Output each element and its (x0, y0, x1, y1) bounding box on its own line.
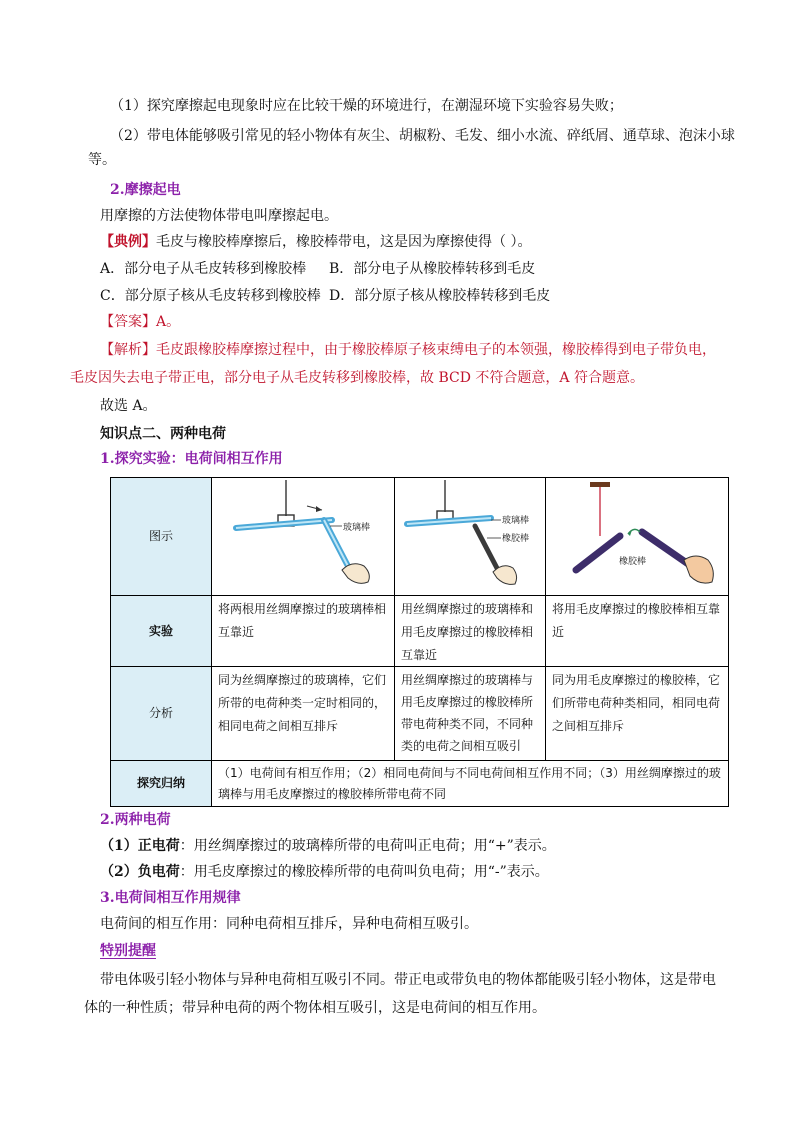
intro-point-2: （2）带电体能够吸引常见的轻小物体有灰尘、胡椒粉、毛发、细小水流、碎纸屑、通草球、泡沫小球 (110, 128, 735, 144)
special-note-heading: 特别提醒 (100, 943, 156, 959)
figure-rubber-rubber (545, 477, 729, 596)
experiment-cell-3: 将用毛皮摩擦过的橡胶棒相互靠近 (545, 595, 729, 667)
row-label-image: 图示 (110, 477, 212, 596)
example-tag: 【典例】 (100, 234, 156, 250)
negative-charge-label: （2）负电荷 (100, 864, 180, 880)
row-label-experiment: 实验 (110, 595, 212, 667)
positive-charge-text: ：用丝绸摩擦过的玻璃棒所带的电荷叫正电荷；用“+”表示。 (179, 838, 556, 854)
analysis-line-2: 毛皮因失去电子带正电，部分电子从毛皮转移到橡胶棒，故 BCD 不符合题意，A 符合题意。 (70, 370, 644, 386)
special-note-line-1: 带电体吸引轻小物体与异种电荷相互吸引不同。带正电或带负电的物体都能吸引轻小物体，这是带电 (100, 972, 716, 988)
glass-rubber-illustration (395, 478, 545, 595)
option-b: B．部分电子从橡胶棒转移到毛皮 (329, 261, 536, 277)
experiment-cell-2: 用丝绸摩擦过的玻璃棒和用毛皮摩擦过的橡胶棒相互靠近 (394, 595, 546, 667)
special-note-line-2: 体的一种性质；带异种电荷的两个物体相互吸引，这是电荷间的相互作用。 (84, 1000, 546, 1016)
positive-charge-label: （1）正电荷 (100, 838, 180, 854)
answer: 【答案】A。 (100, 314, 181, 330)
negative-charge (100, 862, 549, 882)
knowledge-point-title: 知识点二、两种电荷 (100, 426, 226, 442)
negative-charge-text: ：用毛皮摩擦过的橡胶棒所带的电荷叫负电荷；用“-”表示。 (179, 864, 549, 880)
option-a: A．部分电子从毛皮转移到橡胶棒 (100, 261, 307, 277)
analysis-line-1: 【解析】毛皮跟橡胶棒摩擦过程中，由于橡胶棒原子核束缚电子的本领强，橡胶棒得到电子带负电， (100, 342, 716, 358)
figure-glass-rubber (394, 477, 546, 596)
choose-answer: 故选 A。 (100, 398, 157, 414)
analysis-cell-1: 同为丝绸摩擦过的玻璃棒，它们所带的电荷种类一定时相同的，相同电荷之间相互排斥 (211, 666, 395, 761)
intro-point-2-cont: 等。 (88, 152, 116, 168)
row-label-analysis: 分析 (110, 666, 212, 761)
figure-glass-glass (211, 477, 395, 596)
glass-rods-illustration (212, 478, 394, 595)
rubber-rods-illustration (546, 478, 728, 595)
section-heading-interaction-law: 3.电荷间相互作用规律 (100, 890, 241, 906)
option-c: C．部分原子核从毛皮转移到橡胶棒 (100, 288, 321, 304)
analysis-cell-2: 用丝绸摩擦过的玻璃棒与用毛皮摩擦过的橡胶棒所带电荷种类不同，不同种类的电荷之间相互吸引 (394, 666, 546, 761)
example-question (100, 232, 531, 252)
label-rubber-rod-2: 橡胶棒 (619, 557, 647, 567)
label-glass-rod: 玻璃棒 (343, 523, 371, 533)
experiment-heading: 1.探究实验：电荷间相互作用 (100, 451, 283, 467)
section-heading-friction: 2.摩擦起电 (110, 182, 181, 198)
row-label-conclusion: 探究归纳 (110, 760, 212, 807)
option-d: D．部分原子核从橡胶棒转移到毛皮 (329, 288, 551, 304)
label-rubber-rod: 橡胶棒 (502, 534, 530, 544)
experiment-table (110, 477, 729, 807)
example-text: 毛皮与橡胶棒摩擦后，橡胶棒带电，这是因为摩擦使得（ ）。 (156, 234, 532, 250)
experiment-cell-1: 将两根用丝绸摩擦过的玻璃棒相互靠近 (211, 595, 395, 667)
section-heading-two-charges: 2.两种电荷 (100, 812, 171, 828)
analysis-cell-3: 同为用毛皮摩擦过的橡胶棒，它们所带电荷种类相同，相同电荷之间相互排斥 (545, 666, 729, 761)
friction-definition: 用摩擦的方法使物体带电叫摩擦起电。 (100, 208, 338, 224)
intro-point-1: （1）探究摩擦起电现象时应在比较干燥的环境进行，在潮湿环境下实验容易失败； (110, 98, 623, 114)
label-glass-rod-2: 玻璃棒 (502, 516, 530, 526)
positive-charge (100, 836, 556, 856)
interaction-law: 电荷间的相互作用：同种电荷相互排斥，异种电荷相互吸引。 (100, 916, 478, 932)
conclusion-cell: （1）电荷间有相互作用；（2）相同电荷间与不同电荷间相互作用不同；（3）用丝绸摩擦过的玻璃棒与用毛皮摩擦过的橡胶棒所带电荷不同 (211, 760, 729, 807)
